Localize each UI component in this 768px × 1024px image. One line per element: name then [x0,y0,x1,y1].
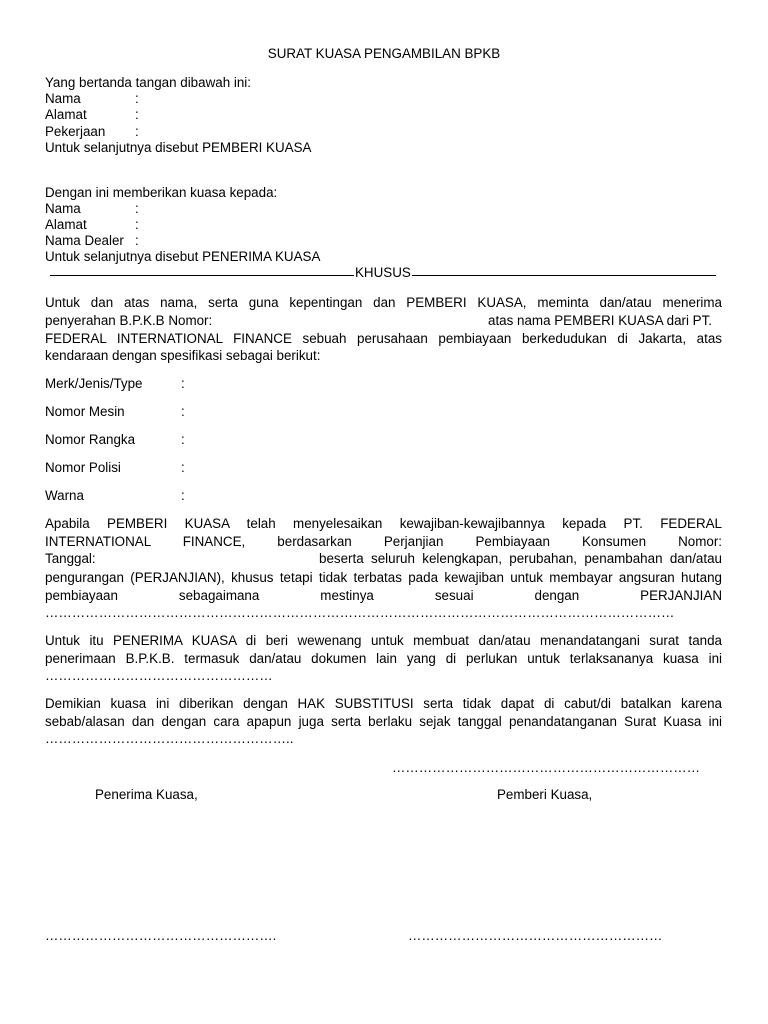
color-colon: : [181,488,185,503]
para2-line3-right: beserta seluruh kelengkapan, perubahan, penambahan dan/atau [319,551,722,566]
vehicle-type-label: Merk/Jenis/Type [45,376,143,391]
para2-line3-left: Tanggal: [45,551,96,566]
divider-label: KHUSUS [355,265,411,280]
place-date-line: …………………………………………………………… [392,760,700,775]
para1-line2-left: penyerahan B.P.K.B Nomor: [45,313,213,328]
para3-dotted-line: …………………………………………… [45,668,273,683]
engine-number-colon: : [181,404,185,419]
grantor-occupation-label: Pekerjaan [45,124,106,139]
grantor-address-colon: : [135,107,139,122]
plate-number-colon: : [181,460,185,475]
para1-line3: FEDERAL INTERNATIONAL FINANCE sebuah perusahaan pembiayaan berkedudukan di Jakarta, atas [45,331,722,346]
plate-number-label: Nomor Polisi [45,460,121,475]
grantor-signature-line: ………………………………………………… [408,928,663,943]
grantee-name-colon: : [135,201,139,216]
grantee-signature-label: Penerima Kuasa, [95,787,198,802]
grantee-address-label: Alamat [45,217,87,232]
para3-line1: Untuk itu PENERIMA KUASA di beri wewenang untuk membuat dan/atau menandatangani surat tanda [45,633,722,648]
para2-dotted-line: …………………………………………………………………………………………………………………………… [45,605,675,620]
divider-rule-left [50,275,354,276]
para4-line1: Demikian kuasa ini diberikan dengan HAK SUBSTITUSI serta tidak dapat di cabut/di batalkan karena [45,696,722,711]
chassis-number-label: Nomor Rangka [45,432,136,447]
grantee-address-colon: : [135,217,139,232]
para3-line2: penerimaan B.P.K.B. termasuk dan/atau dokumen lain yang di perlukan untuk terlaksananya kuasa ini [45,651,722,666]
grantor-name-colon: : [135,91,139,106]
para2-line5: pembiayaan sebagaimana mestinya sesuai dengan PERJANJIAN [45,588,722,603]
para2-line4: pengurangan (PERJANJIAN), khusus tetapi tidak terbatas pada kewajiban untuk membayar angsuran hutang [45,570,722,585]
grantor-note: Untuk selanjutnya disebut PEMBERI KUASA [45,140,312,155]
para1-line1: Untuk dan atas nama, serta guna kepentingan dan PEMBERI KUASA, meminta dan/atau menerima [45,295,722,310]
para2-line1: Apabila PEMBERI KUASA telah menyelesaikan kewajiban-kewajibannya kepada PT. FEDERAL [45,516,722,531]
grantee-dealer-label: Nama Dealer [45,233,124,248]
grantee-signature-line: ……………………………………………. [45,928,277,943]
color-label: Warna [45,488,84,503]
para1-line2-right: atas nama PEMBERI KUASA dari PT. [488,313,713,328]
grantor-signature-label: Pemberi Kuasa, [497,787,593,802]
grantor-address-label: Alamat [45,107,87,122]
grantor-name-label: Nama [45,91,81,106]
grantee-note: Untuk selanjutnya disebut PENERIMA KUASA [45,249,321,264]
divider-rule-right [412,275,716,276]
para2-line2: INTERNATIONAL FINANCE, berdasarkan Perjanjian Pembiayaan Konsumen Nomor: [45,534,722,549]
document-title: SURAT KUASA PENGAMBILAN BPKB [267,46,501,61]
para1-line4: kendaraan dengan spesifikasi sebagai berikut: [45,348,321,363]
grant-intro-text: Dengan ini memberikan kuasa kepada: [45,185,278,200]
grantee-name-label: Nama [45,201,81,216]
intro-text: Yang bertanda tangan dibawah ini: [45,75,251,90]
vehicle-type-colon: : [181,376,185,391]
grantor-occupation-colon: : [135,124,139,139]
para4-line2: sebab/alasan dan dengan cara apapun juga serta berlaku sejak tanggal penandatanganan Surat Kuasa ini [45,714,722,729]
grantee-dealer-colon: : [135,233,139,248]
para4-dotted-line: ……………………………………………….. [45,731,294,746]
chassis-number-colon: : [181,432,185,447]
engine-number-label: Nomor Mesin [45,404,125,419]
